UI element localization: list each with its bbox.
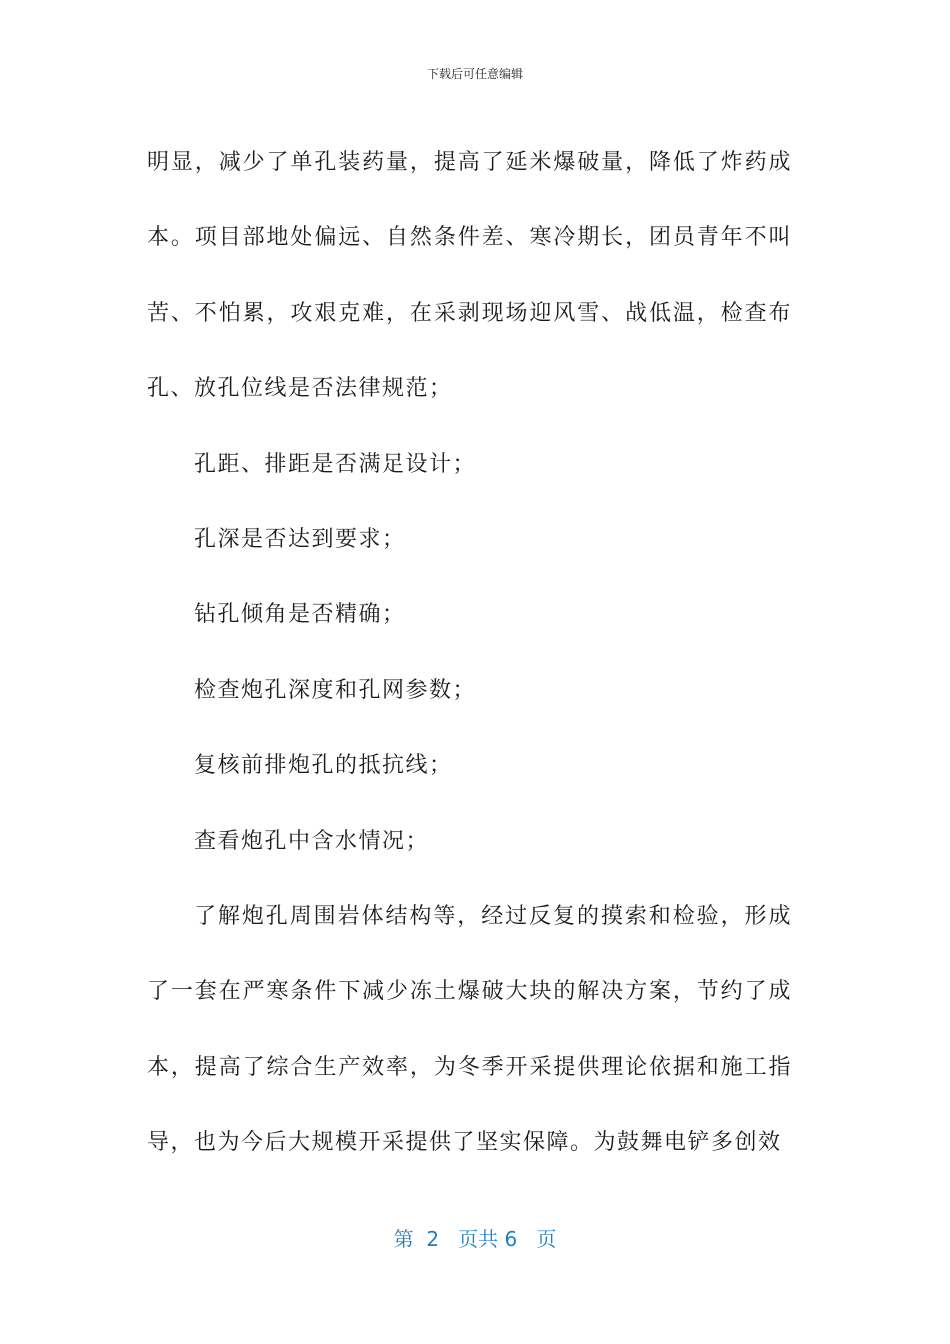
paragraph-6: 复核前排炮孔的抵抗线； — [194, 753, 453, 779]
paragraph-2: 孔距、排距是否满足设计； — [194, 451, 477, 477]
paragraph-3: 孔深是否达到要求； — [194, 527, 406, 553]
page-header: 下载后可任意编辑 — [426, 67, 523, 81]
paragraph-5: 检查炮孔深度和孔网参数； — [194, 677, 477, 703]
paragraph-1: 明显，减少了单孔装药量，提高了延米爆破量，降低了炸药成本。项目部地处偏远、自然条件差、寒冷期长，团员青年不叫苦、不怕累，攻艰克难，在采剥现场迎风雪、战低温，检查布孔、放孔位线是否法律规范； — [147, 150, 792, 402]
paragraph-4: 钻孔倾角是否精确； — [194, 602, 406, 628]
paragraph-8: 了解炮孔周围岩体结构等，经过反复的摸索和检验，形成了一套在严寒条件下减少冻土爆破大块的解决方案，节约了成本，提高了综合生产效率，为冬季开采提供理论依据和施工指导，也为今后大规模开采提供了坚实保障。为鼓舞电铲多创效 — [147, 904, 792, 1156]
document-body — [147, 125, 792, 1181]
paragraph-7: 查看炮孔中含水情况； — [194, 828, 430, 854]
page-footer: 第 2 页共 6 页 — [393, 1227, 557, 1251]
